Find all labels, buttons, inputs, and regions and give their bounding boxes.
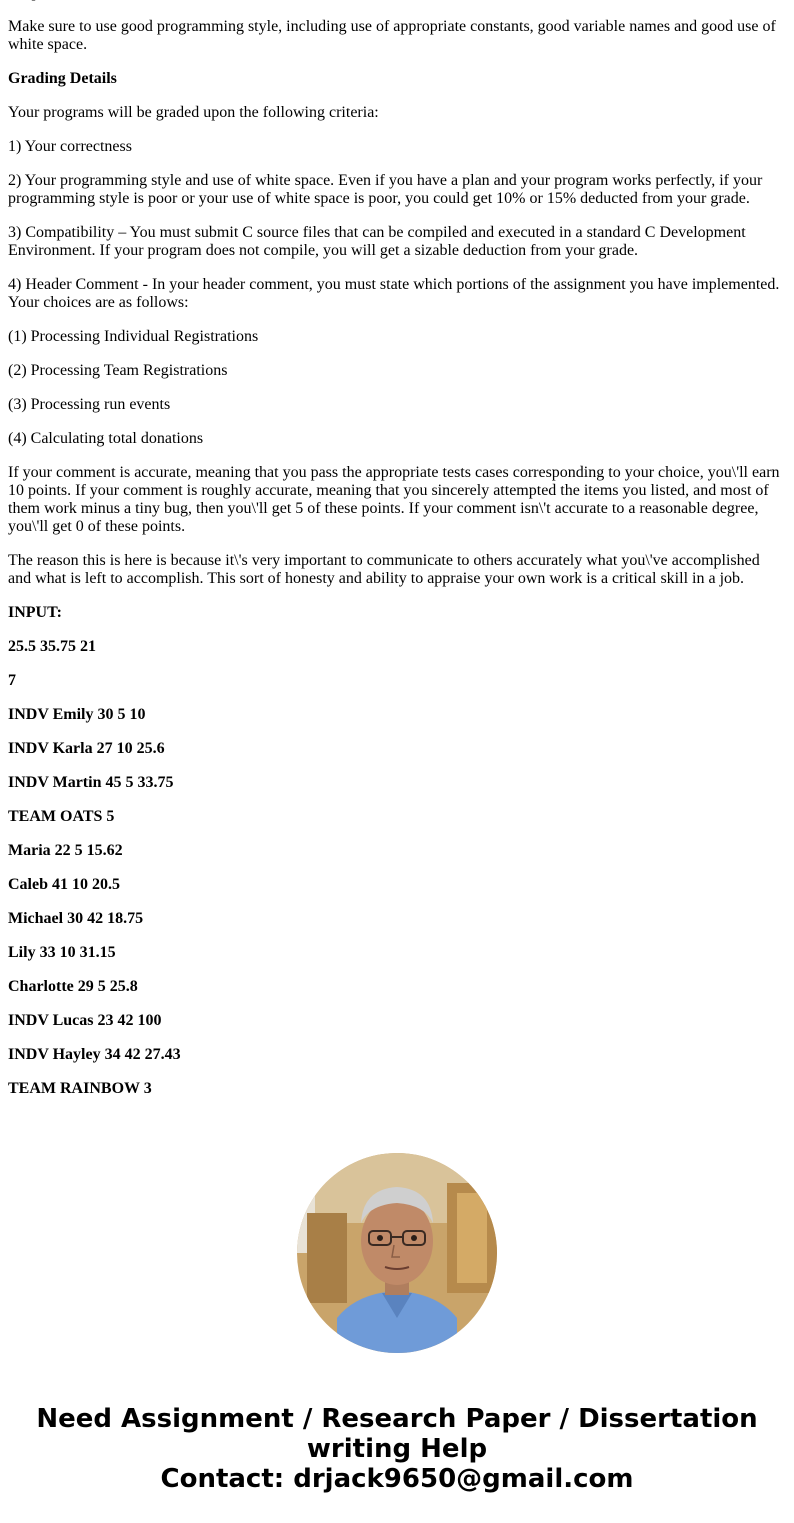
bold-paragraph: INDV Karla 27 10 25.6 xyxy=(8,740,165,757)
paragraph: (2) Processing Team Registrations xyxy=(8,362,228,379)
document-body xyxy=(8,0,780,1114)
author-photo xyxy=(297,1153,497,1353)
bold-paragraph: INDV Emily 30 5 10 xyxy=(8,706,146,723)
paragraph: 1) Your correctness xyxy=(8,138,132,155)
bold-paragraph: Maria 22 5 15.62 xyxy=(8,842,123,859)
paragraph: 2) Your programming style and use of white space. Even if you have a plan and your program works perfectly, if your programming style is poor or your use of white space is poor, you could get 10% or 15% deducted from your grade. xyxy=(8,172,763,207)
banner-line-2: writing Help xyxy=(306,1434,488,1464)
bold-paragraph: Michael 30 42 18.75 xyxy=(8,910,144,927)
bold-paragraph: TEAM RAINBOW 3 xyxy=(8,1080,152,1097)
portrait-image xyxy=(297,1153,497,1353)
paragraph: 4) Header Comment - In your header comment, you must state which portions of the assignment you have implemented. Your choices are as follows: xyxy=(8,276,780,311)
bold-paragraph: 25.5 35.75 21 xyxy=(8,638,96,655)
bold-paragraph: TEAM OATS 5 xyxy=(8,808,115,825)
paragraph: 3) Compatibility – You must submit C source files that can be compiled and executed in a standard C Development Environment. If your program does not compile, you will get a sizable deduction from your grade. xyxy=(8,224,746,259)
paragraph: (1) Processing Individual Registrations xyxy=(8,328,259,345)
bold-paragraph: INPUT: xyxy=(8,604,62,621)
bold-paragraph: INDV Martin 45 5 33.75 xyxy=(8,774,174,791)
bold-paragraph: INDV Lucas 23 42 100 xyxy=(8,1012,162,1029)
paragraph: The reason this is here is because it\'s very important to communicate to others accurately what you\'ve accomplished and what is left to accomplish. This sort of honesty and ability to appraise your own work is a critical skill in a job. xyxy=(8,552,760,587)
bold-paragraph: INDV Hayley 34 42 27.43 xyxy=(8,1046,181,1063)
paragraph: (4) Calculating total donations xyxy=(8,430,204,447)
bold-paragraph: Caleb 41 10 20.5 xyxy=(8,876,120,893)
paragraph: If your comment is accurate, meaning that you pass the appropriate tests cases corresponding to your choice, you\'ll earn 10 points. If your comment is roughly accurate, meaning that you sincerely attempted the items you listed, and most of them work minus a tiny bug, then you\'ll get 5 of these points. If your comment isn\'t accurate to a reasonable degree, you\'ll get 0 of these points. xyxy=(8,464,780,535)
paragraph: (3) Processing run events xyxy=(8,396,171,413)
bold-paragraph: 7 xyxy=(8,672,16,689)
paragraph xyxy=(8,0,780,2)
banner-contact-line: Contact: drjack9650@gmail.com xyxy=(160,1464,634,1494)
paragraph: Make sure to use good programming style, including use of appropriate constants, good variable names and good use of white space. xyxy=(8,18,776,53)
contact-banner xyxy=(0,1404,794,1494)
banner-line-1: Need Assignment / Research Paper / Dissertation xyxy=(36,1404,758,1434)
bold-paragraph: Grading Details xyxy=(8,70,117,87)
bold-paragraph: Charlotte 29 5 25.8 xyxy=(8,978,138,995)
bold-paragraph: Lily 33 10 31.15 xyxy=(8,944,116,961)
paragraph: Your programs will be graded upon the following criteria: xyxy=(8,104,379,121)
